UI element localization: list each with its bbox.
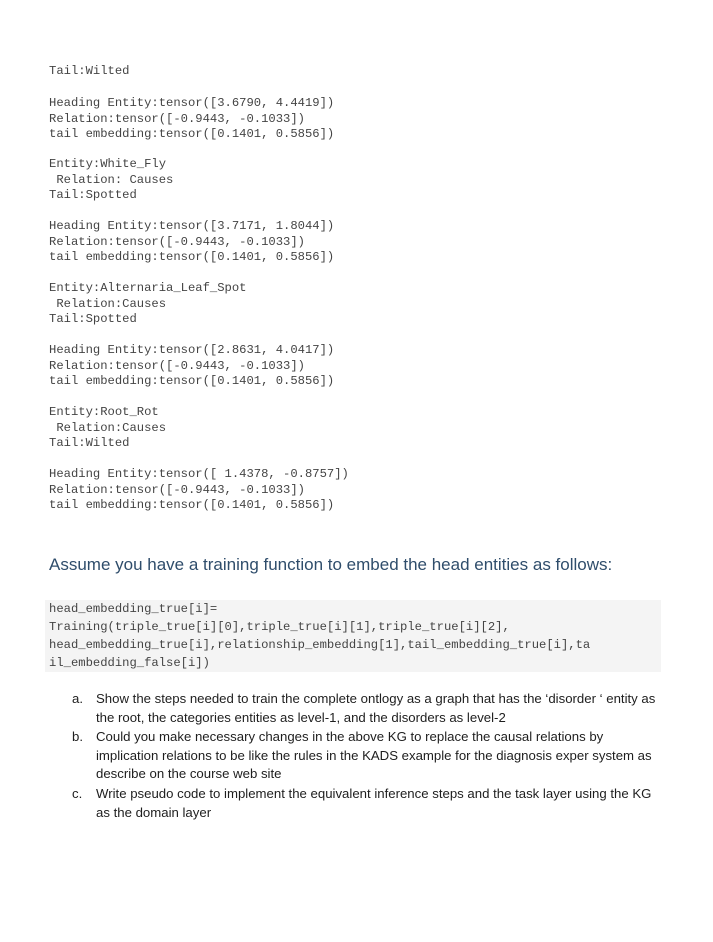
kg-line: Relation:Causes xyxy=(49,296,167,311)
section-heading: Assume you have a training function to embed the head entities as follows: xyxy=(49,555,613,574)
kg-line: Heading Entity:tensor([3.7171, 1.8044]) xyxy=(49,219,335,233)
kg-line: Tail:Wilted xyxy=(49,64,130,78)
kg-line: Heading Entity:tensor([ 1.4378, -0.8757]) xyxy=(49,467,349,481)
code-line: head_embedding_true[i],relationship_embedding[1],tail_embedding_true[i],ta xyxy=(49,638,591,652)
kg-line: Relation:tensor([-0.9443, -0.1033]) xyxy=(49,358,305,373)
code-line: head_embedding_true[i]= xyxy=(49,602,218,616)
question-item xyxy=(72,690,656,727)
kg-line: Entity:Root_Rot xyxy=(49,405,159,419)
kg-line: Tail:Spotted xyxy=(49,188,137,202)
question-text: Could you make necessary changes in the above KG to replace the causal relations by implication relations to be like the rules in the KADS example for the diagnosis exper system as describe on the course web site xyxy=(96,729,652,782)
question-marker: c. xyxy=(72,785,83,801)
kg-line: Relation:tensor([-0.9443, -0.1033]) xyxy=(49,482,305,497)
kg-line: Heading Entity:tensor([2.8631, 4.0417]) xyxy=(49,343,335,357)
kg-line: tail embedding:tensor([0.1401, 0.5856]) xyxy=(49,127,335,141)
question-list xyxy=(72,690,656,823)
question-text: Write pseudo code to implement the equivalent inference steps and the task layer using the KG as the domain layer xyxy=(96,785,652,820)
kg-line: Entity:Alternaria_Leaf_Spot xyxy=(49,281,247,295)
code-block xyxy=(45,600,661,672)
question-item xyxy=(72,728,656,784)
question-text: Show the steps needed to train the complete ontlogy as a graph that has the ‘disorder ‘ entity as the root, the categories entities as level-1, and the disorders as level-2 xyxy=(96,691,656,725)
kg-line: tail embedding:tensor([0.1401, 0.5856]) xyxy=(49,498,335,512)
kg-line: Relation:Causes xyxy=(49,420,167,435)
kg-line: tail embedding:tensor([0.1401, 0.5856]) xyxy=(49,374,335,388)
kg-line: Relation: Causes xyxy=(49,172,174,187)
kg-line: Tail:Spotted xyxy=(49,312,137,326)
kg-line: Relation:tensor([-0.9443, -0.1033]) xyxy=(49,234,305,249)
question-marker: b. xyxy=(72,729,83,745)
kg-line: Entity:White_Fly xyxy=(49,157,167,171)
code-line: Training(triple_true[i][0],triple_true[i][1],triple_true[i][2], xyxy=(49,620,510,634)
code-line: il_embedding_false[i]) xyxy=(49,656,210,670)
kg-line: Tail:Wilted xyxy=(49,436,130,450)
kg-line: Heading Entity:tensor([3.6790, 4.4419]) xyxy=(49,96,335,110)
kg-line: Relation:tensor([-0.9443, -0.1033]) xyxy=(49,111,305,126)
question-item xyxy=(72,785,656,822)
question-marker: a. xyxy=(72,691,83,706)
kg-line: tail embedding:tensor([0.1401, 0.5856]) xyxy=(49,250,335,264)
